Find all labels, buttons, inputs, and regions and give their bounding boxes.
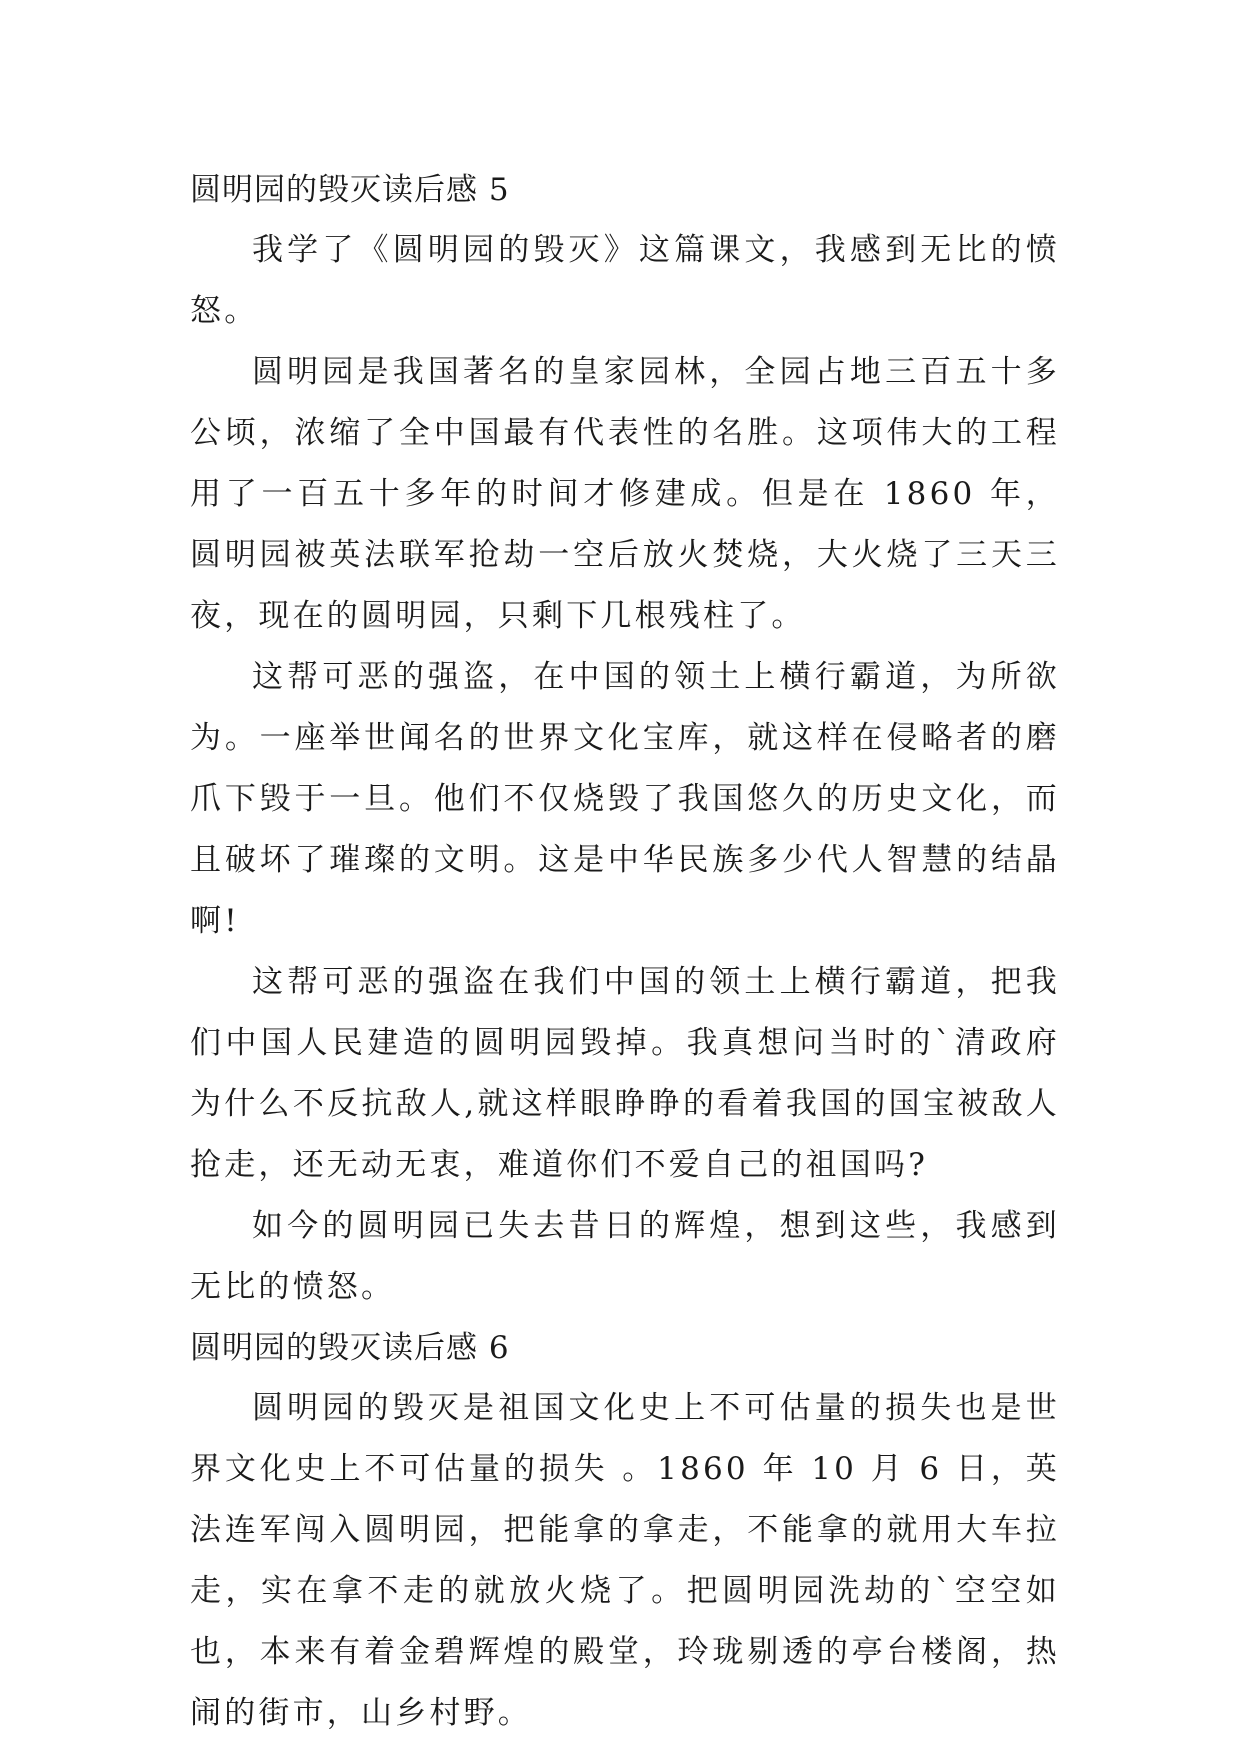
paragraph: 我学了《圆明园的毁灭》这篇课文，我感到无比的愤怒。 [190,232,1060,329]
paragraph: 如今的圆明园已失去昔日的辉煌，想到这些，我感到无比的愤怒。 [190,1208,1060,1305]
paragraph: 这帮可恶的强盗，在中国的领土上横行霸道，为所欲为。一座举世闻名的世界文化宝库，就这样在侵略者的磨爪下毁于一旦。他们不仅烧毁了我国悠久的历史文化，而且破坏了璀璨的文明。这是中华民族多少代人智慧的结晶啊! [190,659,1060,939]
section-title: 圆明园的毁灭读后感 5 [190,172,510,208]
document-body [190,160,1060,1744]
section-title: 圆明园的毁灭读后感 6 [190,1330,510,1366]
paragraph: 圆明园是我国著名的皇家园林，全园占地三百五十多公顷，浓缩了全中国最有代表性的名胜。这项伟大的工程用了一百五十多年的时间才修建成。但是在 1860 年，圆明园被英法联军抢劫一空后放火焚烧，大火烧了三天三夜，现在的圆明园，只剩下几根残柱了。 [190,354,1060,634]
essay-section-5 [190,160,1060,1318]
paragraph: 这帮可恶的强盗在我们中国的领土上横行霸道，把我们中国人民建造的圆明园毁掉。我真想问当时的`清政府为什么不反抗敌人,就这样眼睁睁的看着我国的国宝被敌人抢走，还无动无衷，难道你们不爱自己的祖国吗? [190,964,1060,1183]
essay-section-6 [190,1318,1060,1744]
paragraph: 圆明园的毁灭是祖国文化史上不可估量的损失也是世界文化史上不可估量的损失 。1860 年 10 月 6 日，英法连军闯入圆明园，把能拿的拿走，不能拿的就用大车拉走，实在拿不走的就放火烧了。把圆明园洗劫的`空空如也，本来有着金碧辉煌的殿堂，玲珑剔透的亭台楼阁，热闹的街市，山乡村野。 [190,1390,1060,1731]
